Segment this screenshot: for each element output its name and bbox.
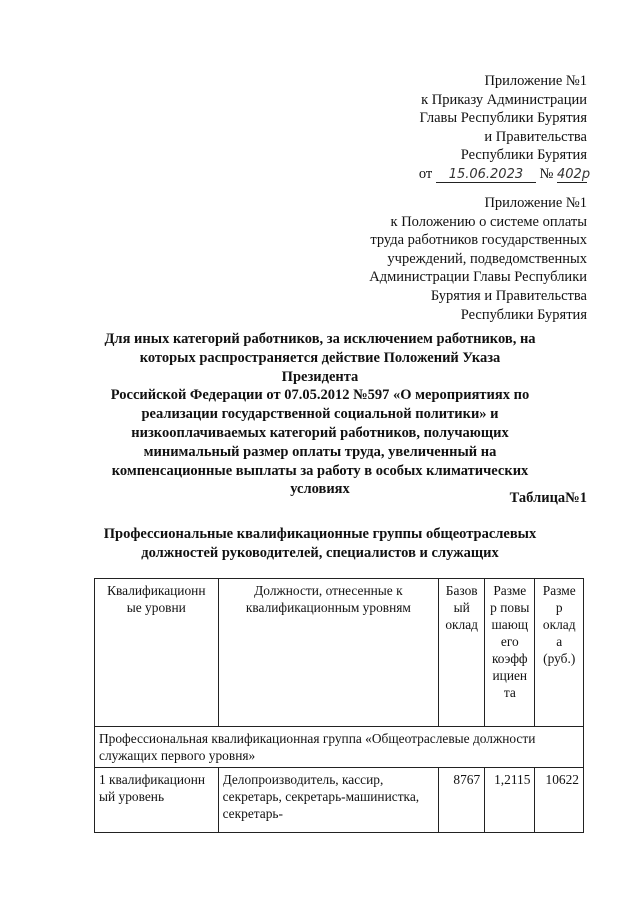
table-row [95, 768, 584, 833]
heading-line: Российской Федерации от 07.05.2012 №597 «О мероприятиях по [110, 387, 530, 404]
heading-line: которых распространяется действие Положений Указа Президента [139, 349, 501, 385]
order-number-field [557, 166, 591, 183]
heading-line: условиях [290, 481, 350, 498]
table-title-line: должностей руководителей, специалистов и служащих [141, 544, 499, 561]
heading-line: реализации государственной социальной политики» и [141, 406, 499, 423]
header-qualification-levels: Квалификационн ые уровни [95, 579, 219, 727]
document-heading [100, 330, 540, 499]
appendix-line: к Положению о системе оплаты [390, 213, 587, 230]
appendix-line: учреждений, подведомственных [387, 250, 587, 267]
row-coefficient: 1,2115 [485, 768, 535, 833]
row-base-salary: 8767 [439, 768, 485, 833]
header-positions: Должности, отнесенные к квалификационным уровням [218, 579, 439, 727]
appendix-line: к Приказу Администрации [421, 91, 587, 108]
table-title [100, 525, 540, 562]
order-date-line [418, 165, 591, 184]
table-number: Таблица№1 [509, 490, 587, 506]
row-level: 1 квалификационн ый уровень [95, 768, 219, 833]
regulation-appendix-block [369, 194, 587, 324]
order-number: 402р [557, 166, 591, 182]
table-title-line: Профессиональные квалификационные группы общеотраслевых [103, 526, 537, 542]
table-group-row [95, 727, 584, 768]
row-positions-text: Делопроизводитель, кассир, секретарь, секретарь-машинистка, секретарь- [222, 772, 420, 821]
appendix-line: Республики Бурятия [460, 147, 587, 164]
heading-line: минимальный размер оплаты труда, увеличенный на [143, 443, 497, 460]
row-salary: 10622 [535, 768, 584, 833]
order-prefix: от [418, 165, 433, 182]
appendix-line: труда работников государственных [370, 232, 587, 249]
header-salary: Разме р оклад а (руб.) [535, 579, 584, 727]
appendix-line: Администрации Главы Республики [369, 269, 587, 286]
group-title: Профессиональная квалификационная группа «Общеотраслевые должности служащих первого уровня» [95, 727, 584, 768]
header-base-salary: Базов ый оклад [439, 579, 485, 727]
order-appendix-block [418, 72, 591, 184]
header-coefficient: Разме р повы шающ его коэфф ициен та [485, 579, 535, 727]
appendix-line: Бурятия и Правительства [430, 287, 587, 304]
order-number-label: № [539, 165, 554, 182]
appendix-line: Республики Бурятия [460, 306, 587, 323]
qualification-table [94, 578, 584, 833]
appendix-line: Приложение №1 [484, 73, 587, 89]
appendix-line: Главы Республики Бурятия [419, 110, 587, 127]
row-positions [218, 768, 439, 833]
heading-line: Для иных категорий работников, за исключением работников, на [104, 331, 536, 347]
heading-line: низкооплачиваемых категорий работников, получающих [131, 424, 509, 441]
appendix-line: Приложение №1 [484, 195, 587, 211]
appendix-line: и Правительства [484, 128, 587, 145]
order-date-field [436, 167, 536, 183]
table-header-row [95, 579, 584, 727]
heading-line: компенсационные выплаты за работу в особых климатических [111, 462, 529, 479]
order-date: 15.06.2023 [448, 166, 524, 182]
